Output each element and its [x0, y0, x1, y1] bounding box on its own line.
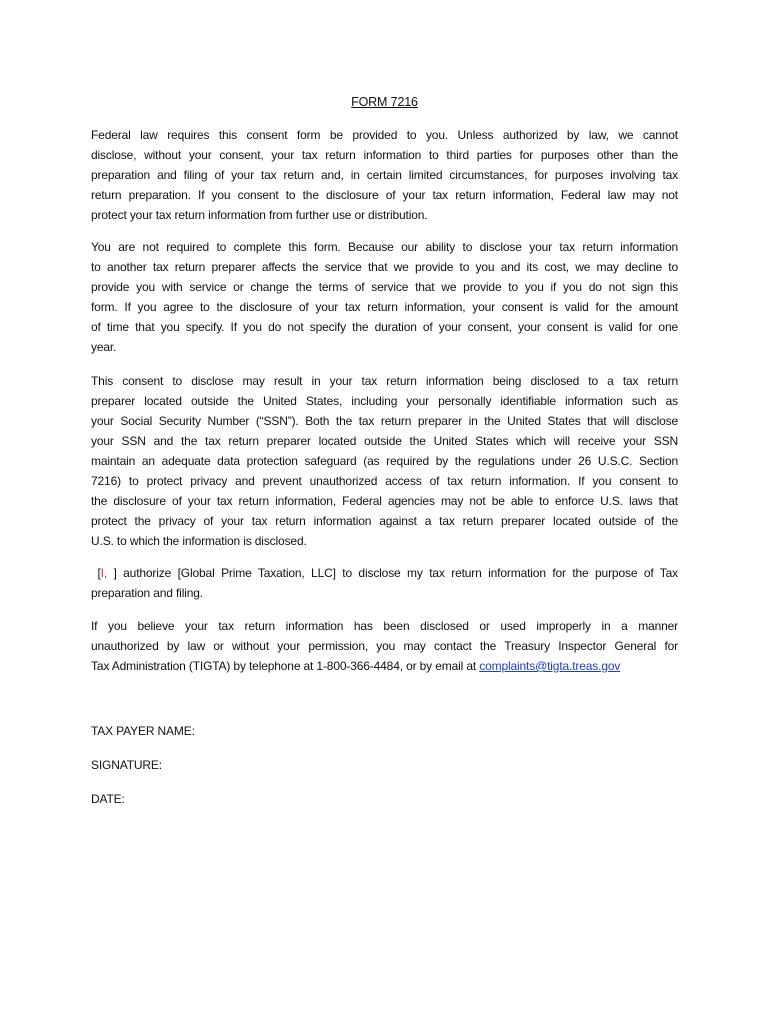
paragraph-line: protect the privacy of your tax return information against a tax return preparer located outside of the	[91, 514, 678, 528]
signature-label: SIGNATURE:	[91, 758, 162, 772]
paragraph-line: preparation and filing of your tax return and, in certain limited circumstances, for purposes involving tax	[91, 168, 678, 182]
paragraph-line: U.S. to which the information is disclosed.	[91, 534, 307, 548]
paragraph-outside-us	[91, 371, 678, 551]
paragraph-line: 7216) to protect privacy and prevent unauthorized access of tax return information. If you consent to	[91, 474, 678, 488]
authorization-line: preparation and filing.	[91, 586, 203, 600]
paragraph-line: This consent to disclose may result in your tax return information being disclosed to a tax return	[91, 374, 678, 388]
taxpayer-name-label: TAX PAYER NAME:	[91, 724, 195, 738]
paragraph-contact	[91, 616, 678, 676]
paragraph-authorization	[91, 563, 678, 603]
contact-line: unauthorized by law or without your permission, you may contact the Treasury Inspector General for	[91, 639, 678, 653]
paragraph-line: your Social Security Number (“SSN”). Both the tax return preparer in the United States that will disclose	[91, 414, 678, 428]
paragraph-line: You are not required to complete this form. Because our ability to disclose your tax return information	[91, 240, 678, 254]
paragraph-line: to another tax return preparer affects the service that we provide to you and its cost, we may decline to	[91, 260, 678, 274]
paragraph-line: disclose, without your consent, your tax return information to third parties for purposes other than the	[91, 148, 678, 162]
paragraph-line: preparer located outside the United States, including your personally identifiable information such as	[91, 394, 678, 408]
paragraph-line: protect your tax return information from further use or distribution.	[91, 208, 428, 222]
paragraph-line: maintain an adequate data protection safeguard (as required by the regulations under 26 U.S.C. Section	[91, 454, 678, 468]
authorization-line: [I, ] authorize [Global Prime Taxation, LLC] to disclose my tax return information for the purpose of Tax	[97, 566, 678, 580]
paragraph-not-required	[91, 237, 678, 357]
paragraph-line: form. If you agree to the disclosure of your tax return information, your consent is valid for the amount	[91, 300, 678, 314]
contact-line: Tax Administration (TIGTA) by telephone at 1-800-366-4484, or by email at complaints@tigta.treas.gov	[91, 659, 621, 673]
paragraph-line: the disclosure of your tax return information, Federal agencies may not be able to enforce U.S. laws that	[91, 494, 678, 508]
paragraph-line: return preparation. If you consent to the disclosure of your tax return information, Federal law may not	[91, 188, 678, 202]
paragraph-line: your SSN and the tax return preparer located outside the United States which will receive your SSN	[91, 434, 678, 448]
paragraph-line: Federal law requires this consent form be provided to you. Unless authorized by law, we cannot	[91, 128, 678, 142]
paragraph-line: of time that you specify. If you do not specify the duration of your consent, your consent is valid for one	[91, 320, 678, 334]
form-title: FORM 7216	[351, 95, 418, 109]
name-placeholder: I,	[100, 566, 108, 580]
paragraph-line: provide you with service or change the terms of service that we provide to you if you do not sign this	[91, 280, 678, 294]
date-label: DATE:	[91, 792, 125, 806]
contact-line: If you believe your tax return information has been disclosed or used improperly in a manner	[91, 619, 678, 633]
paragraph-line: year.	[91, 340, 117, 354]
paragraph-consent-intro	[91, 125, 678, 225]
email-link[interactable]: complaints@tigta.treas.gov	[479, 659, 621, 673]
